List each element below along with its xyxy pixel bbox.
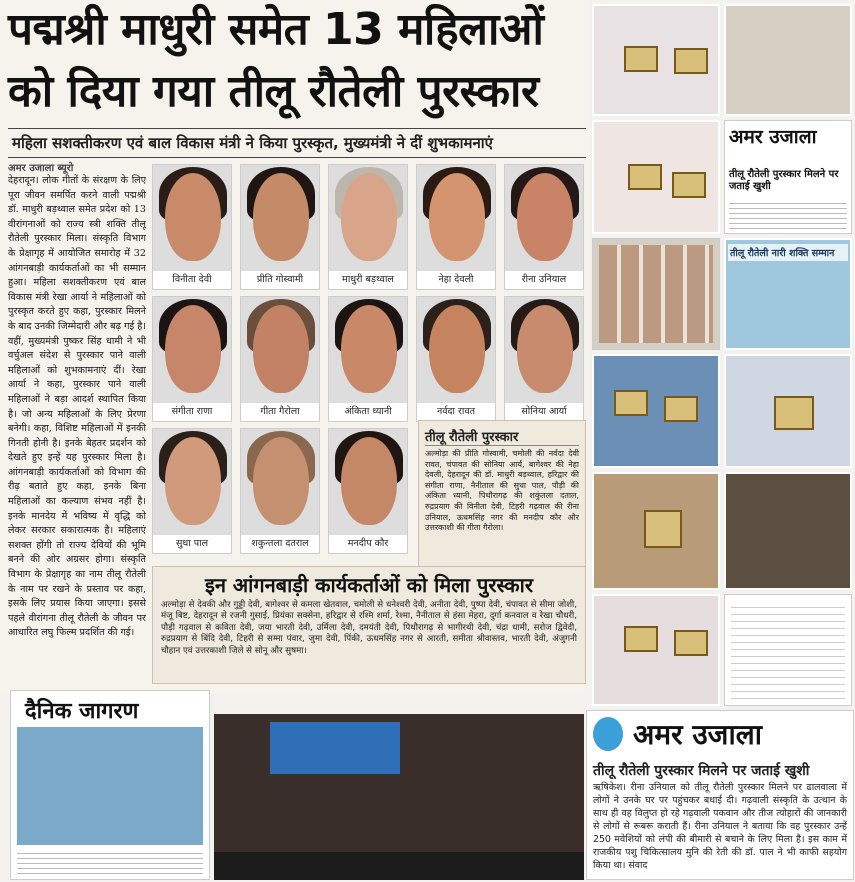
- portrait: [240, 164, 320, 290]
- headline-line-2: को दिया गया तीलू रौतेली पुरस्कार: [8, 66, 539, 117]
- portrait-face: [253, 173, 309, 261]
- event-photo: [592, 594, 720, 706]
- dainik-jagran-clipping: [10, 690, 210, 880]
- portrait-face: [429, 173, 485, 261]
- portrait: [152, 296, 232, 422]
- portrait-caption: नेहा देवली: [417, 271, 495, 289]
- portrait-caption: प्रीति गोस्वामी: [241, 271, 319, 289]
- event-banner-photo: [724, 238, 852, 350]
- event-photo: [592, 120, 720, 234]
- portrait: [240, 296, 320, 422]
- portrait: [152, 164, 232, 290]
- portrait-caption: विनीता देवी: [153, 271, 231, 289]
- portrait: [504, 164, 584, 290]
- portrait-caption: अंकिता ध्यानी: [329, 403, 407, 421]
- clipping-masthead: अमर उजाला: [729, 126, 817, 148]
- portrait-face: [429, 305, 485, 393]
- amar-ujala-headline: तीलू रौतेली पुरस्कार मिलने पर जताई खुशी: [593, 763, 810, 779]
- portrait-caption: नर्वदा रावत: [417, 403, 495, 421]
- portrait: [328, 164, 408, 290]
- portrait: [416, 164, 496, 290]
- portrait-face: [165, 437, 221, 525]
- portrait-face: [517, 305, 573, 393]
- clipping-headline: तीलू रौतेली पुरस्कार मिलने पर जताई खुशी: [729, 169, 839, 192]
- portrait-face: [517, 173, 573, 261]
- event-photo: [724, 472, 852, 590]
- event-photo: [724, 4, 852, 116]
- portrait: [504, 296, 584, 422]
- event-photo: [592, 354, 720, 468]
- event-photo: [724, 354, 852, 468]
- headline-line-1: पद्मश्री माधुरी समेत 13 महिलाओं: [8, 4, 544, 55]
- portrait-caption: सोनिया आर्या: [505, 403, 583, 421]
- banner-text: तीलू रौतेली नारी शक्ति सम्मान: [728, 244, 848, 261]
- amar-ujala-text: ऋषिकेश। रीना उनियाल को तीलू रौतेली पुरस्कार मिलने पर ढालवाला में लोगों ने उनके घर पर पहुंचकर बधाई दी। गढ़वाली संस्कृति के उत्थान के साथ ही वह विलुप्त हो रहे गढ़वाली पकवान और तीज त्योहारों की जानकारी से लोगों से रूबरू कराती हैं। रीना उनियाल ने बताया कि वह पुरस्कार उन्हें 250 मवेशियों को लंपी की बीमारी से बचाने के लिए मिला है। इस काम में राजकीय पशु चिकित्सालय मुनि की रेती की डॉ. पाल ने भी काफी सहयोग किया था। संवाद: [593, 782, 847, 871]
- portrait-face: [253, 437, 309, 525]
- award-ceremony-stage-photo: [214, 714, 584, 880]
- portrait: [240, 428, 320, 554]
- portrait-caption: सुधा पाल: [153, 535, 231, 553]
- portrait: [416, 296, 496, 422]
- award-group-photo: [17, 727, 203, 845]
- anniversary-logo: [593, 717, 623, 751]
- tilu-box-text: अल्मोड़ा की प्रीति गोस्वामी, चमोली की नर्वदा देवी रावत, चंपावत की सोनिया आर्य, बागेश्वर की नेहा देवली, देहरादून की डॉ. माधुरी बड़थ्वाल, हरिद्वार की संगीता राणा, नैनीताल की सुधा पाल, पौड़ी की अंकिता ध्यानी, पिथौरागढ़ की शकुंतला दताल, रुद्रप्रयाग की विनीता देवी, टिहरी गढ़वाल की रीना उनियाल, ऊधमसिंह नगर की मनदीप कौर और उत्तरकाशी की गीता गैरोला।: [425, 449, 579, 533]
- article-byline: अमर उजाला ब्यूरो: [8, 163, 74, 174]
- amar-ujala-masthead: अमर उजाला: [633, 718, 762, 751]
- portrait-face: [165, 173, 221, 261]
- article-body: देहरादून। लोक गीतों के संरक्षण के लिए पूरा जीवन समर्पित करने वाली पद्मश्री डॉ. माधुरी बड़थ्वाल समेत प्रदेश को 13 वीरांगनाओं को राज्य स्त्री शक्ति तीलू रौतेली पुरस्कार मिला। संस्कृति विभाग के प्रेक्षागृह में आयोजित समारोह में 32 आंगनबाड़ी कार्यकर्ताओं का भी सम्मान हुआ। महिला सशक्तीकरण एवं बाल विकास मंत्री रेखा आर्या ने महिलाओं को पुरस्कृत करते हुए कहा, पुरस्कार मिलने के बाद उनकी जिम्मेदारी और बढ़ गई है। वहीं, मुख्यमंत्री पुष्कर सिंह धामी ने भी वर्चुअल संदेश से पुरस्कार पाने वाली महिलाओं को शुभकामनाएं दीं। रेखा आर्या ने कहा, पुरस्कार पाने वाली महिलाओं ने बड़ा आदर्श स्थापित किया है। जो अन्य महिलाओं के लिए प्रेरणा बनेगी। कहा, विशिष्ट महिलाओं में इनकी गिनती होनी है। इनके बेहतर प्रदर्शन को देखते हुए इन्हें यह पुरस्कार मिला है। आंगनबाड़ी कार्यकर्ताओं को विभाग की रीढ़ बताते हुए कहा, इनके बिना महिलाओं का कल्याण संभव नहीं है। इनके मानदेय में भविष्य में वृद्धि को लेकर सरकार सकारात्मक है। महिलाएं सशक्त होंगी तो राज्य देवियों की भूमि बनने की ओर अग्रसर होगा। संस्कृति विभाग के प्रेक्षागृह का नाम तीलू रौतेली के नाम पर रखने के प्रस्ताव पर कहा, इसके लिए प्रयास किया जाएगा। इससे पहले वीरांगना तीलू रौतेली के जीवन पर आधारित लघु फिल्म प्रदर्शित की गई।: [8, 175, 146, 639]
- portrait-caption: मनदीप कौर: [329, 535, 407, 553]
- portrait-caption: गीता गैरोला: [241, 403, 319, 421]
- portrait-face: [165, 305, 221, 393]
- portrait-face: [341, 173, 397, 261]
- tilu-rauteli-award-box: [418, 420, 586, 570]
- portrait-face: [341, 305, 397, 393]
- document-clipping: [724, 594, 852, 706]
- portrait-caption: संगीता राणा: [153, 403, 231, 421]
- event-photo: [592, 4, 720, 116]
- portrait: [152, 428, 232, 554]
- amar-ujala-masthead-bar: [587, 711, 853, 759]
- portrait-caption: रीना उनियाल: [505, 271, 583, 289]
- anganwadi-box-text: अल्मोड़ा से देवकी और गुड्डी देवी, बागेश्वर से कमला खेतवाल, चमोली से धनेश्वरी देवी, अनीता देवी, पुष्पा देवी, चंपावत से सीमा जोशी, मंजू बिष्ट, देहरादून से रजनी गुसाईं, प्रियंका सक्सेना, हरिद्वार से रश्मि शर्मा, रेश्मा, नैनीताल से हंसा मेहरा, दुर्गा कनवाल व रेखा चौधरी, पौड़ी गढ़वाल से कविता देवी, जया भारती देवी, उर्मिला देवी, दमयंती देवी, पिथौरागढ़ से भागीरथी देवी, चंद्रा धामी, सरोज द्विवेदी, रुद्रप्रयाग से बिंदि देवी, टिहरी से सम्मा पंवार, जुमा देवी, पिंकी, ऊधमसिंह नगर से आरती, समीता श्रीवास्तव, भारती देवी, अंजुगनी चौहान एवं उत्तरकाशी जिले से सोनू और सुषमा।: [161, 600, 577, 656]
- event-photo: [592, 472, 720, 590]
- dainik-jagran-masthead: दैनिक जागरण: [25, 698, 139, 724]
- portrait: [328, 296, 408, 422]
- portrait: [328, 428, 408, 554]
- photo-collage: [592, 0, 855, 708]
- portrait-caption: शकुन्तला दतराल: [241, 535, 319, 553]
- amar-ujala-bottom-clipping: [586, 710, 854, 880]
- anganwadi-box-title: इन आंगनबाड़ी कार्यकर्ताओं को मिला पुरस्कार: [205, 573, 533, 597]
- portrait-face: [253, 305, 309, 393]
- portrait-collage-clipping: [592, 238, 720, 350]
- article-subhead: महिला सशक्तीकरण एवं बाल विकास मंत्री ने किया पुरस्कृत, मुख्यमंत्री ने दीं शुभकामनाएं: [8, 128, 586, 158]
- portrait-face: [341, 437, 397, 525]
- portrait-caption: माधुरी बड़थ्वाल: [329, 271, 407, 289]
- amar-ujala-clipping: [724, 120, 852, 234]
- anganwadi-award-box: [152, 566, 586, 684]
- tilu-box-title: तीलू रौतेली पुरस्कार: [425, 427, 579, 446]
